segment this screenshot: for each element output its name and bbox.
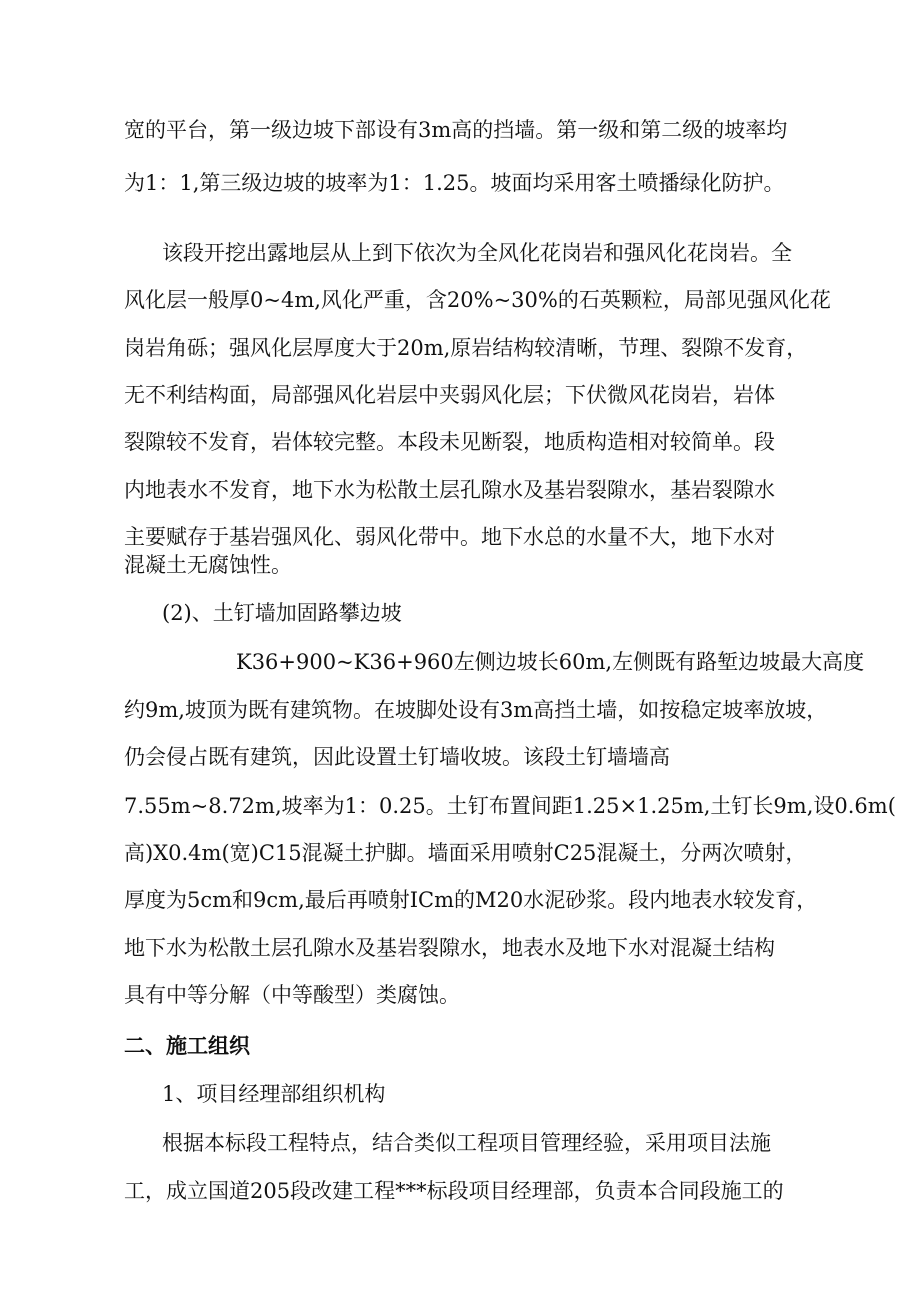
text-line: 高)X0.4m(宽)C15混凝土护脚。墙面采用喷射C25混凝土，分两次喷射，: [124, 841, 807, 865]
text-line: 根据本标段工程特点，结合类似工程项目管理经验，采用项目法施: [162, 1131, 771, 1155]
text-line: K36+900~K36+960左侧边坡长60m,左侧既有路堑边坡最大高度: [236, 650, 865, 674]
text-line: 裂隙较不发育，岩体较完整。本段未见断裂，地质构造相对较简单。段: [124, 430, 775, 454]
text-line: 为1：1,第三级边坡的坡率为1：1.25。坡面均采用客土喷播绿化防护。: [124, 171, 785, 195]
text-line: 地下水为松散土层孔隙水及基岩裂隙水，地表水及地下水对混凝土结构: [124, 936, 775, 960]
section-subheading: 1、项目经理部组织机构: [162, 1082, 386, 1106]
text-line: 混凝土无腐蚀性。: [124, 553, 292, 577]
section-heading: 二、施工组织: [124, 1034, 250, 1058]
text-line: 约9m,坡顶为既有建筑物。在坡脚处设有3m高挡土墙，如按稳定坡率放坡，: [124, 698, 828, 722]
text-line: 厚度为5cm和9cm,最后再喷射ICm的M20水泥砂浆。段内地表水较发育，: [124, 888, 818, 912]
text-line: 仍会侵占既有建筑，因此设置土钉墙收坡。该段土钉墙墙高: [124, 745, 670, 769]
text-line: 风化层一般厚0~4m,风化严重，含20%~30%的石英颗粒，局部见强风化花: [124, 288, 831, 312]
text-line: 具有中等分解（中等酸型）类腐蚀。: [124, 983, 460, 1007]
section-subheading: (2)、土钉墙加固路攀边坡: [162, 601, 402, 625]
text-line: 宽的平台，第一级边坡下部设有3m高的挡墙。第一级和第二级的坡率均: [124, 118, 788, 142]
text-line: 内地表水不发育，地下水为松散土层孔隙水及基岩裂隙水，基岩裂隙水: [124, 478, 775, 502]
text-line: 主要赋存于基岩强风化、弱风化带中。地下水总的水量不大，地下水对: [124, 525, 775, 549]
text-line: 7.55m~8.72m,坡率为1：0.25。土钉布置间距1.25×1.25m,土钉长9m,设0.6m(: [124, 794, 896, 818]
text-line: 岗岩角砾；强风化层厚度大于20m,原岩结构较清晰，节理、裂隙不发育，: [124, 336, 808, 360]
text-line: 该段开挖出露地层从上到下依次为全风化花岗岩和强风化花岗岩。全: [162, 241, 792, 265]
text-line: 无不利结构面，局部强风化岩层中夹弱风化层；下伏微风花岗岩，岩体: [124, 383, 775, 407]
text-line: 工，成立国道205段改建工程***标段项目经理部，负责本合同段施工的: [124, 1179, 784, 1203]
